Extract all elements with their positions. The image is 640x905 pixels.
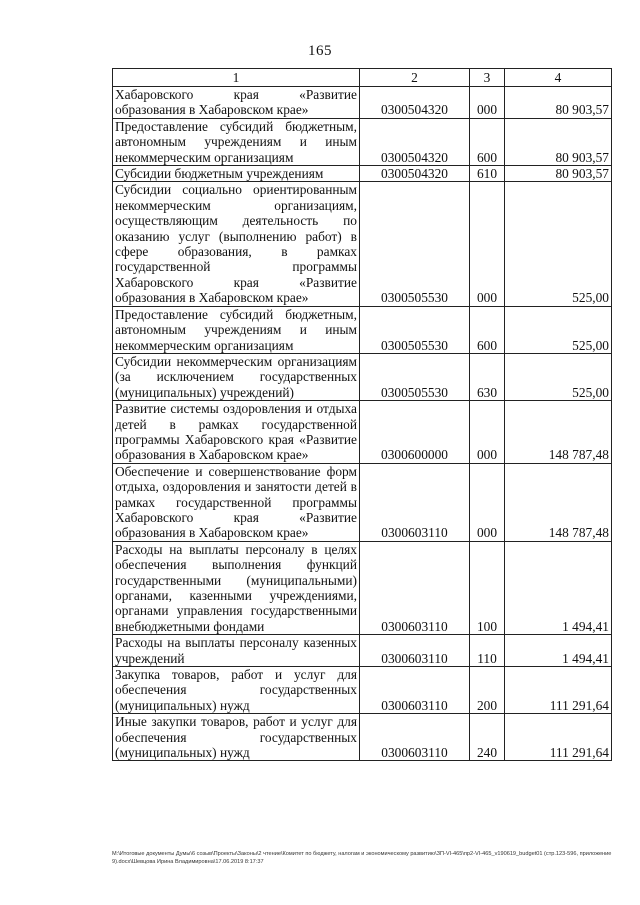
row-name: Расходы на выплаты персоналу казенных учреждений: [113, 635, 360, 667]
table-row: [113, 118, 612, 165]
row-amount: 80 903,57: [505, 87, 612, 119]
row-amount: 148 787,48: [505, 401, 612, 464]
row-code: 0300505530: [360, 306, 470, 353]
row-name: Расходы на выплаты персоналу в целях обеспечения выполнения функций государственными (муниципальными) органами, казенными учреждениями, органами управления государственными внебюджетными фондами: [113, 541, 360, 634]
row-name: Иные закупки товаров, работ и услуг для обеспечения государственных (муниципальных) нужд: [113, 714, 360, 761]
column-header-amount: 4: [505, 69, 612, 87]
row-code: 0300505530: [360, 353, 470, 400]
budget-table: [112, 68, 612, 761]
table-header-row: [113, 69, 612, 87]
row-code: 0300504320: [360, 118, 470, 165]
row-type: 600: [470, 118, 505, 165]
row-amount: 1 494,41: [505, 635, 612, 667]
row-type: 630: [470, 353, 505, 400]
row-name: Хабаровского края «Развитие образования в Хабаровском крае»: [113, 87, 360, 119]
row-type: 600: [470, 306, 505, 353]
row-name: Субсидии социально ориентированным некоммерческим организациям, осуществляющим деятельность по оказанию услуг (выполнению работ) в сфере образования, в рамках государственной программы Хабаровского края «Развитие образования в Хабаровском крае»: [113, 182, 360, 306]
row-code: 0300603110: [360, 714, 470, 761]
row-amount: 525,00: [505, 182, 612, 306]
row-type: 000: [470, 463, 505, 541]
row-type: 000: [470, 182, 505, 306]
table-row: [113, 182, 612, 306]
row-type: 240: [470, 714, 505, 761]
row-code: 0300603110: [360, 667, 470, 714]
row-code: 0300603110: [360, 463, 470, 541]
row-type: 610: [470, 166, 505, 182]
page-number: 165: [308, 43, 332, 59]
table-row: [113, 87, 612, 119]
row-amount: 111 291,64: [505, 667, 612, 714]
row-code: 0300603110: [360, 635, 470, 667]
row-amount: 111 291,64: [505, 714, 612, 761]
row-type: 000: [470, 87, 505, 119]
row-name: Субсидии бюджетным учреждениям: [113, 166, 360, 182]
row-name: Предоставление субсидий бюджетным, автономным учреждениям и иным некоммерческим организациям: [113, 306, 360, 353]
row-amount: 148 787,48: [505, 463, 612, 541]
row-amount: 80 903,57: [505, 118, 612, 165]
table-row: [113, 353, 612, 400]
row-name: Развитие системы оздоровления и отдыха детей в рамках государственной программы Хабаровского края «Развитие образования в Хабаровском крае»: [113, 401, 360, 464]
row-code: 0300504320: [360, 166, 470, 182]
row-name: Обеспечение и совершенствование форм отдыха, оздоровления и занятости детей в рамках государственной программы Хабаровского края «Развитие образования в Хабаровском крае»: [113, 463, 360, 541]
row-type: 200: [470, 667, 505, 714]
row-name: Предоставление субсидий бюджетным, автономным учреждениям и иным некоммерческим организациям: [113, 118, 360, 165]
row-code: 0300505530: [360, 182, 470, 306]
column-header-code: 2: [360, 69, 470, 87]
table-row: [113, 463, 612, 541]
row-amount: 525,00: [505, 353, 612, 400]
table-row: [113, 714, 612, 761]
row-name: Закупка товаров, работ и услуг для обеспечения государственных (муниципальных) нужд: [113, 667, 360, 714]
row-type: 000: [470, 401, 505, 464]
table-row: [113, 401, 612, 464]
table-row: [113, 635, 612, 667]
row-name: Субсидии некоммерческим организациям (за исключением государственных (муниципальных) учреждений): [113, 353, 360, 400]
column-header-type: 3: [470, 69, 505, 87]
table-row: [113, 166, 612, 182]
row-type: 100: [470, 541, 505, 634]
column-header-name: 1: [113, 69, 360, 87]
table-row: [113, 306, 612, 353]
row-code: 0300603110: [360, 541, 470, 634]
table-row: [113, 667, 612, 714]
row-code: 0300600000: [360, 401, 470, 464]
row-code: 0300504320: [360, 87, 470, 119]
table-row: [113, 541, 612, 634]
row-amount: 80 903,57: [505, 166, 612, 182]
document-path-footer: M:\Итоговые документы Думы\6 созыв\Проекты\Законы\2 чтение\Комитет по бюджету, налогам и экономическому развитию\ЗП-VI-465\пр2-VI-465_v190619_budget01 (стр.123-596, приложение 9).docx\Шевцова Ирина Владимировна\17.06.2019 8:17:37: [112, 851, 612, 865]
row-type: 110: [470, 635, 505, 667]
row-amount: 525,00: [505, 306, 612, 353]
row-amount: 1 494,41: [505, 541, 612, 634]
